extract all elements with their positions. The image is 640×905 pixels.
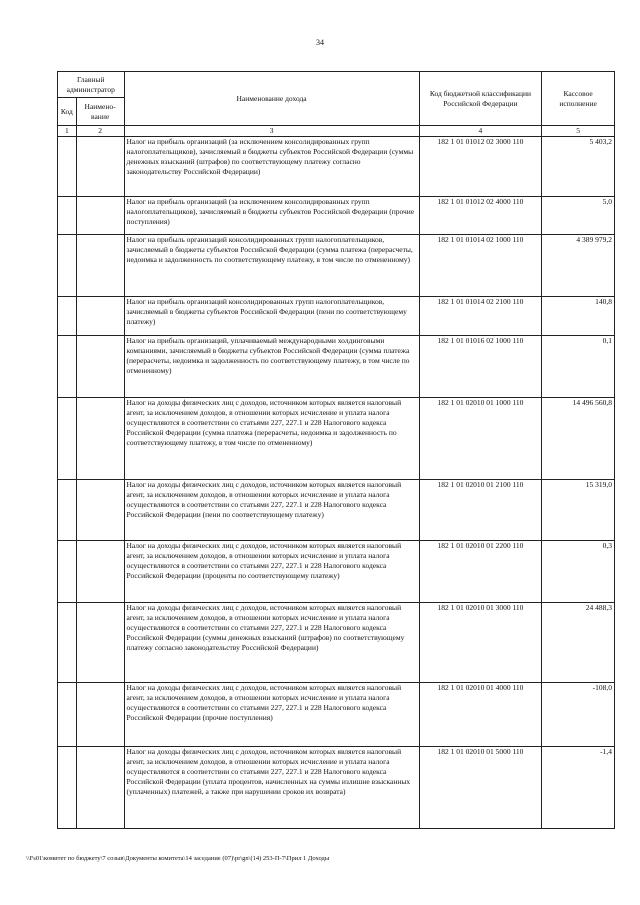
kbk-code: 182 1 01 01012 02 4000 110 bbox=[419, 197, 542, 235]
income-name: Налог на доходы физических лиц с доходов, источником которых является налоговый агент, за исключением доходов, в отношении которых исчисление и уплата налога осуществляются в соответствии со статьями 227, 227.1 и 228 Налогового кодекса Российской Федерации (суммы денежных взысканий (штрафов) по соответствующему платежу согласно законодательству Российской Федерации) bbox=[124, 603, 419, 683]
table-row bbox=[58, 747, 615, 829]
cell-name-short bbox=[76, 398, 124, 480]
table-row bbox=[58, 398, 615, 480]
table-row bbox=[58, 137, 615, 197]
cell-code bbox=[58, 683, 77, 747]
execution-amount: -1,4 bbox=[542, 747, 615, 829]
income-name: Налог на доходы физических лиц с доходов, источником которых является налоговый агент, за исключением доходов, в отношении которых исчисление и уплата налога осуществляются в соответствии со статьями 227, 227.1 и 228 Налогового кодекса Российской Федерации (сумма платежа (перерасчеты, недоимка и задолженность по соответствующему платежу, в том числе по отмененному) bbox=[124, 398, 419, 480]
execution-amount: 24 488,3 bbox=[542, 603, 615, 683]
kbk-code: 182 1 01 01014 02 1000 110 bbox=[419, 235, 542, 297]
table-row bbox=[58, 683, 615, 747]
income-name: Налог на доходы физических лиц с доходов, источником которых является налоговый агент, за исключением доходов, в отношении которых исчисление и уплата налога осуществляются в соответствии со статьями 227, 227.1 и 228 Налогового кодекса Российской Федерации (проценты по соответствующему платежу) bbox=[124, 541, 419, 603]
table-row bbox=[58, 235, 615, 297]
cell-name-short bbox=[76, 480, 124, 541]
table-row bbox=[58, 336, 615, 398]
execution-amount: 0,1 bbox=[542, 336, 615, 398]
table-row bbox=[58, 480, 615, 541]
header-income-name: Наименование дохода bbox=[124, 72, 419, 126]
cell-code bbox=[58, 398, 77, 480]
income-table bbox=[57, 71, 615, 829]
cell-code bbox=[58, 603, 77, 683]
income-name: Налог на доходы физических лиц с доходов, источником которых является налоговый агент, за исключением доходов, в отношении которых исчисление и уплата налога осуществляются в соответствии со статьями 227, 227.1 и 228 Налогового кодекса Российской Федерации (уплата процентов, начисленных на суммы излишне взысканных (уплаченных) платежей, а также при нарушении сроков их возврата) bbox=[124, 747, 419, 829]
page-number: 34 bbox=[316, 38, 324, 47]
table-row bbox=[58, 297, 615, 336]
cell-name-short bbox=[76, 297, 124, 336]
column-index-4: 4 bbox=[419, 126, 542, 137]
cell-name-short bbox=[76, 235, 124, 297]
kbk-code: 182 1 01 02010 01 1000 110 bbox=[419, 398, 542, 480]
cell-name-short bbox=[76, 336, 124, 398]
cell-name-short bbox=[76, 747, 124, 829]
table-row bbox=[58, 603, 615, 683]
income-name: Налог на доходы физических лиц с доходов, источником которых является налоговый агент, за исключением доходов, в отношении которых исчисление и уплата налога осуществляются в соответствии со статьями 227, 227.1 и 228 Налогового кодекса Российской Федерации (прочие поступления) bbox=[124, 683, 419, 747]
column-index-2: 2 bbox=[76, 126, 124, 137]
income-name: Налог на доходы физических лиц с доходов, источником которых является налоговый агент, за исключением доходов, в отношении которых исчисление и уплата налога осуществляются в соответствии со статьями 227, 227.1 и 228 Налогового кодекса Российской Федерации (пени по соответствующему платежу) bbox=[124, 480, 419, 541]
execution-amount: 0,3 bbox=[542, 541, 615, 603]
execution-amount: 5 403,2 bbox=[542, 137, 615, 197]
cell-name-short bbox=[76, 197, 124, 235]
table-row bbox=[58, 541, 615, 603]
header-execution: Кассовое исполнение bbox=[542, 72, 615, 126]
kbk-code: 182 1 01 01016 02 1000 110 bbox=[419, 336, 542, 398]
file-path-footer: \\Fs01\комитет по бюджету\7 созыв\Документы комитета\14 заседание (07)\pr\gn\(14) 253-П-7\Прил 1 Доходы bbox=[26, 855, 330, 862]
kbk-code: 182 1 01 02010 01 5000 110 bbox=[419, 747, 542, 829]
cell-name-short bbox=[76, 683, 124, 747]
income-name: Налог на прибыль организаций (за исключением консолидированных групп налогоплательщиков), зачисляемый в бюджеты субъектов Российской Федерации (прочие поступления) bbox=[124, 197, 419, 235]
cell-code bbox=[58, 137, 77, 197]
income-name: Налог на прибыль организаций консолидированных групп налогоплательщиков, зачисляемый в бюджеты субъектов Российской Федерации (сумма платежа (перерасчеты, недоимка и задолженность по соответствующему платежу, в том числе по отмененному) bbox=[124, 235, 419, 297]
column-index-1: 1 bbox=[58, 126, 77, 137]
cell-code bbox=[58, 197, 77, 235]
header-name-short: Наимено-вание bbox=[76, 98, 124, 126]
cell-name-short bbox=[76, 603, 124, 683]
kbk-code: 182 1 01 02010 01 4000 110 bbox=[419, 683, 542, 747]
header-code: Код bbox=[58, 98, 77, 126]
cell-code bbox=[58, 480, 77, 541]
cell-code bbox=[58, 336, 77, 398]
cell-code bbox=[58, 297, 77, 336]
execution-amount: 5,0 bbox=[542, 197, 615, 235]
income-name: Налог на прибыль организаций (за исключением консолидированных групп налогоплательщиков), зачисляемый в бюджеты субъектов Российской Федерации (суммы денежных взысканий (штрафов) по соответствующему платежу согласно законодательству Российской Федерации) bbox=[124, 137, 419, 197]
execution-amount: 15 319,0 bbox=[542, 480, 615, 541]
cell-code bbox=[58, 541, 77, 603]
kbk-code: 182 1 01 01012 02 3000 110 bbox=[419, 137, 542, 197]
kbk-code: 182 1 01 02010 01 2200 110 bbox=[419, 541, 542, 603]
cell-code bbox=[58, 235, 77, 297]
cell-name-short bbox=[76, 137, 124, 197]
kbk-code: 182 1 01 02010 01 3000 110 bbox=[419, 603, 542, 683]
header-admin: Главный администратор bbox=[58, 72, 125, 98]
cell-name-short bbox=[76, 541, 124, 603]
column-index-5: 5 bbox=[542, 126, 615, 137]
execution-amount: 14 496 560,8 bbox=[542, 398, 615, 480]
execution-amount: 4 389 979,2 bbox=[542, 235, 615, 297]
table-row bbox=[58, 197, 615, 235]
column-index-3: 3 bbox=[124, 126, 419, 137]
execution-amount: -108,0 bbox=[542, 683, 615, 747]
income-name: Налог на прибыль организаций консолидированных групп налогоплательщиков, зачисляемый в бюджеты субъектов Российской Федерации (пени по соответствующему платежу) bbox=[124, 297, 419, 336]
kbk-code: 182 1 01 02010 01 2100 110 bbox=[419, 480, 542, 541]
cell-code bbox=[58, 747, 77, 829]
header-kbk: Код бюджетной классификации Российской Федерации bbox=[419, 72, 542, 126]
kbk-code: 182 1 01 01014 02 2100 110 bbox=[419, 297, 542, 336]
execution-amount: 140,8 bbox=[542, 297, 615, 336]
income-name: Налог на прибыль организаций, уплачиваемый международными холдинговыми компаниями, зачисляемый в бюджеты субъектов Российской Федерации (сумма платежа (перерасчеты, недоимка и задолженность по соответствующему платежу, в том числе по отмененному) bbox=[124, 336, 419, 398]
